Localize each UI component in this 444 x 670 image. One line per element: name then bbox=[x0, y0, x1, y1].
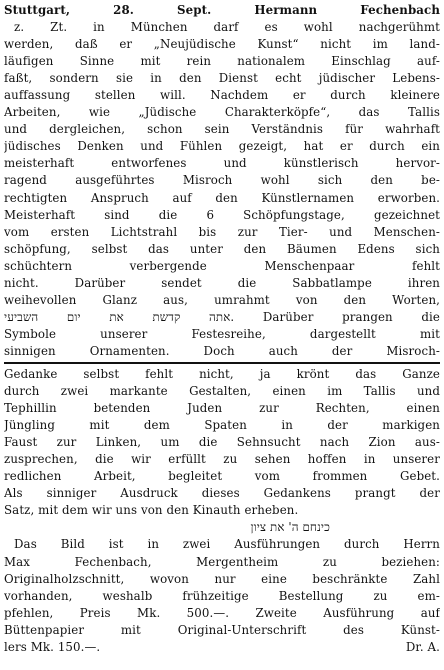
text-line: Jüngling mit dem Spaten in der markigen bbox=[4, 418, 440, 433]
text-line: jüdisches Denken und Fühlen gezeigt, hat er durch ein bbox=[4, 139, 440, 154]
text-line: Das Bild ist in zwei Ausführungen durch Herrn bbox=[14, 537, 440, 552]
text-line: sinnigen Ornamenten. Doch auch der Misroch- bbox=[4, 343, 440, 358]
text-line: zusprechen, die wir erfüllt zu sehen hoffen in unserer bbox=[4, 452, 440, 467]
dateline: Stuttgart, 28. Sept. Hermann Fechenbach bbox=[4, 3, 440, 17]
text-line: Arbeiten, wie „Jüdische Charakterköpfe“, das Tallis bbox=[4, 105, 440, 120]
text-line: nicht. Darüber sendet die Sabbatlampe ihren bbox=[4, 275, 440, 290]
text-line-final-content: lers Mk. 150.—. bbox=[4, 639, 101, 654]
text-line: vom ersten Lichtstrahl bis zur Tier- und Menschen- bbox=[4, 224, 440, 239]
text-line: Gedanke selbst fehlt nicht, ja krönt das Ganze bbox=[4, 366, 440, 381]
text-line: auffassung stellen will. Nachdem er durch kleinere bbox=[4, 88, 440, 103]
text-line: und dergleichen, schon sein Verständnis für wahrhaft bbox=[4, 122, 440, 137]
text-line: Originalholzschnitt, wovon nur eine beschränkte Zahl bbox=[4, 571, 440, 586]
article-paragraph-2 bbox=[4, 366, 440, 656]
text-line-final bbox=[4, 639, 440, 656]
hebrew-quote: כינחם ה' את ציון bbox=[250, 520, 330, 535]
text-line: z. Zt. in München darf es wohl nachgerühmt bbox=[14, 20, 440, 35]
text-line: werden, daß er „Neujüdische Kunst“ nicht im land- bbox=[4, 37, 440, 52]
text-line: schüchtern verbergende Menschenpaar fehlt bbox=[4, 258, 440, 273]
text-line: läufigen Sinne mit rein nationalem Einschlag auf- bbox=[4, 54, 440, 69]
text-line: schöpfung, selbst das unter den Bäumen Edens sich bbox=[4, 241, 440, 256]
text-line: Meisterhaft sind die 6 Schöpfungstage, gezeichnet bbox=[4, 207, 440, 222]
text-line: rechtigten Anspruch auf den Künstlernamen erworben. bbox=[4, 190, 440, 205]
text-line: Als sinniger Ausdruck dieses Gedankens prangt der bbox=[4, 486, 440, 501]
text-line bbox=[4, 2, 440, 19]
text-line: Tephillin betenden Juden zur Rechten, einen bbox=[4, 401, 440, 416]
text-line: pfehlen, Preis Mk. 500.—. Zweite Ausführung auf bbox=[4, 605, 440, 620]
text-line: Satz, mit dem wir uns von den Kinauth erheben. bbox=[4, 503, 299, 518]
text-line: weihevollen Glanz aus, umrahmt von den Worten, bbox=[4, 292, 440, 307]
text-line-hebrew: אתה קדשת את יום השביעי. Darüber prangen die bbox=[4, 309, 440, 324]
text-line: Faust zur Linken, um die Sehnsucht nach Zion aus- bbox=[4, 435, 440, 450]
text-line: redlichen Arbeit, begleitet vom frommen Gebet. bbox=[4, 469, 440, 484]
text-line: ragend ausgeführtes Misroch wohl sich den be- bbox=[4, 173, 440, 188]
text-line: vorhanden, weshalb frühzeitige Bestellung zu em- bbox=[4, 588, 440, 603]
author-signature: Dr. A. bbox=[405, 639, 440, 654]
text-line: faßt, sondern sie in den Dienst echt jüdischer Lebens- bbox=[4, 71, 440, 86]
text-line: Symbole unserer Festesreihe, dargestellt mit bbox=[4, 326, 440, 341]
text-line: durch zwei markante Gestalten, einen im Tallis und bbox=[4, 384, 440, 399]
text-line: Max Fechenbach, Mergentheim zu beziehen: bbox=[4, 554, 440, 569]
article-paragraph-1 bbox=[4, 2, 440, 360]
text-line: Büttenpapier mit Original-Unterschrift des Künst- bbox=[4, 622, 440, 637]
column-divider bbox=[4, 362, 440, 364]
text-line: meisterhaft entworfenes und künstlerisch hervor- bbox=[4, 156, 440, 171]
